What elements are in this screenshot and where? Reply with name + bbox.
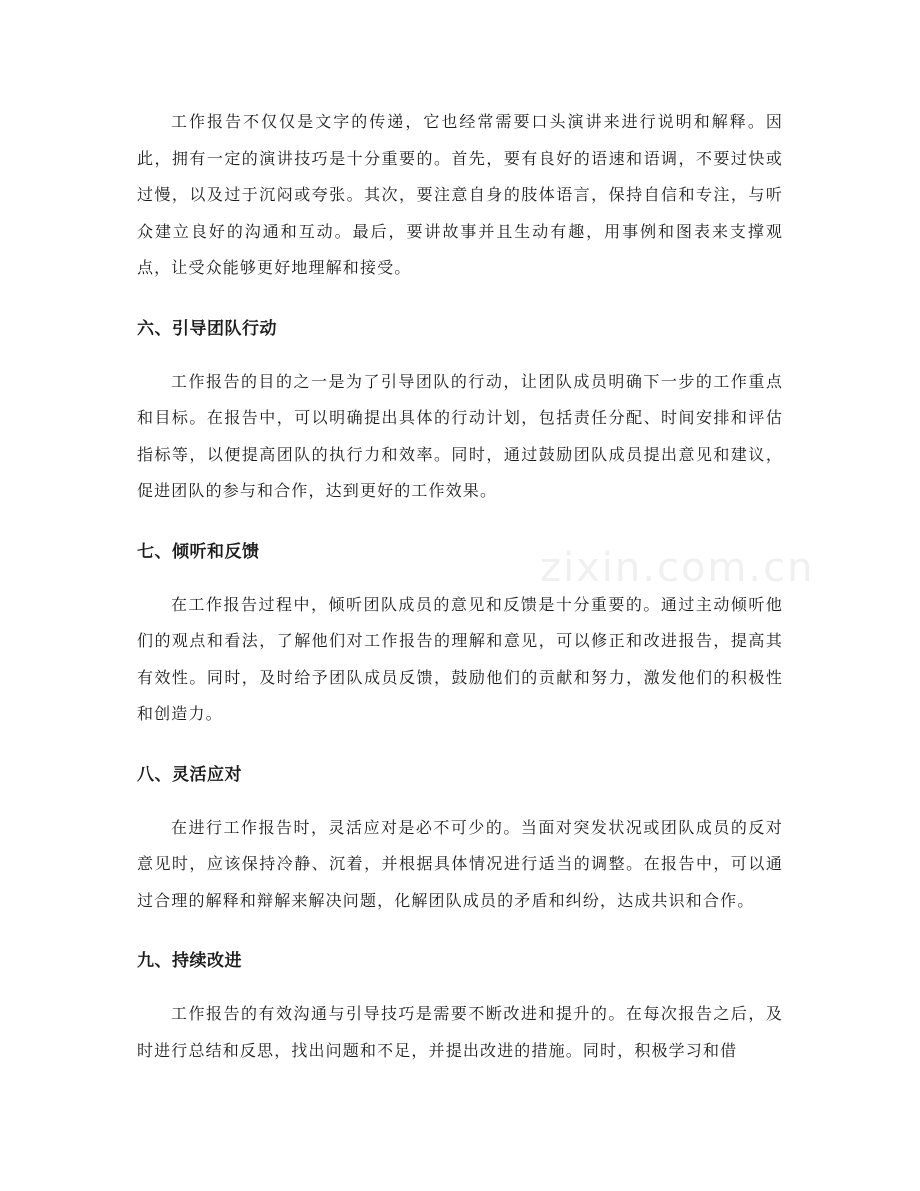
spacer [137, 510, 783, 536]
spacer [137, 977, 783, 996]
section-heading-9: 九、持续改进 [137, 951, 242, 971]
spacer [137, 919, 783, 945]
document-page [137, 104, 783, 1069]
section-body-8: 在进行工作报告时，灵活应对是必不可少的。当面对突发状况或团队成员的反对意见时，应该保持冷静、沉着，并根据具体情况进行适当的调整。在报告中，可以通过合理的解释和辩解来解决问题，化解团队成员的矛盾和纠纷，达成共识和合作。 [137, 817, 783, 910]
section-heading-7: 七、倾听和反馈 [137, 541, 260, 562]
section-body-7: 在工作报告过程中，倾听团队成员的意见和反馈是十分重要的。通过主动倾听他们的观点和看法，了解他们对工作报告的理解和意见，可以修正和改进报告，提高其有效性。同时，及时给予团队成员反馈，鼓励他们的贡献和努力，激发他们的积极性和创造力。 [137, 594, 783, 723]
watermark: zixin.com.cn [540, 545, 815, 591]
spacer [137, 733, 783, 759]
section-body-6: 工作报告的目的之一是为了引导团队的行动，让团队成员明确下一步的工作重点和目标。在报告中，可以明确提出具体的行动计划，包括责任分配、时间安排和评估指标等，以便提高团队的执行力和效率。同时，通过鼓励团队成员提出意见和建议，促进团队的参与和合作，达到更好的工作效果。 [137, 371, 783, 500]
intro-paragraph: 工作报告不仅仅是文字的传递，它也经常需要口头演讲来进行说明和解释。因此，拥有一定的演讲技巧是十分重要的。首先，要有良好的语速和语调，不要过快或过慢，以及过于沉闷或夸张。其次，要注意自身的肢体语言，保持自信和专注，与听众建立良好的沟通和互动。最后，要讲故事并且生动有趣，用事例和图表来支撑观点，让受众能够更好地理解和接受。 [137, 112, 783, 277]
section-heading-8: 八、灵活应对 [137, 764, 242, 785]
spacer [137, 791, 783, 810]
section-heading-6: 六、引导团队行动 [137, 318, 277, 339]
spacer [137, 568, 783, 587]
spacer [137, 287, 783, 313]
section-body-9: 工作报告的有效沟通与引导技巧是需要不断改进和提升的。在每次报告之后，及时进行总结和反思，找出问题和不足，并提出改进的措施。同时，积极学习和借 [137, 1004, 783, 1060]
spacer [137, 345, 783, 364]
